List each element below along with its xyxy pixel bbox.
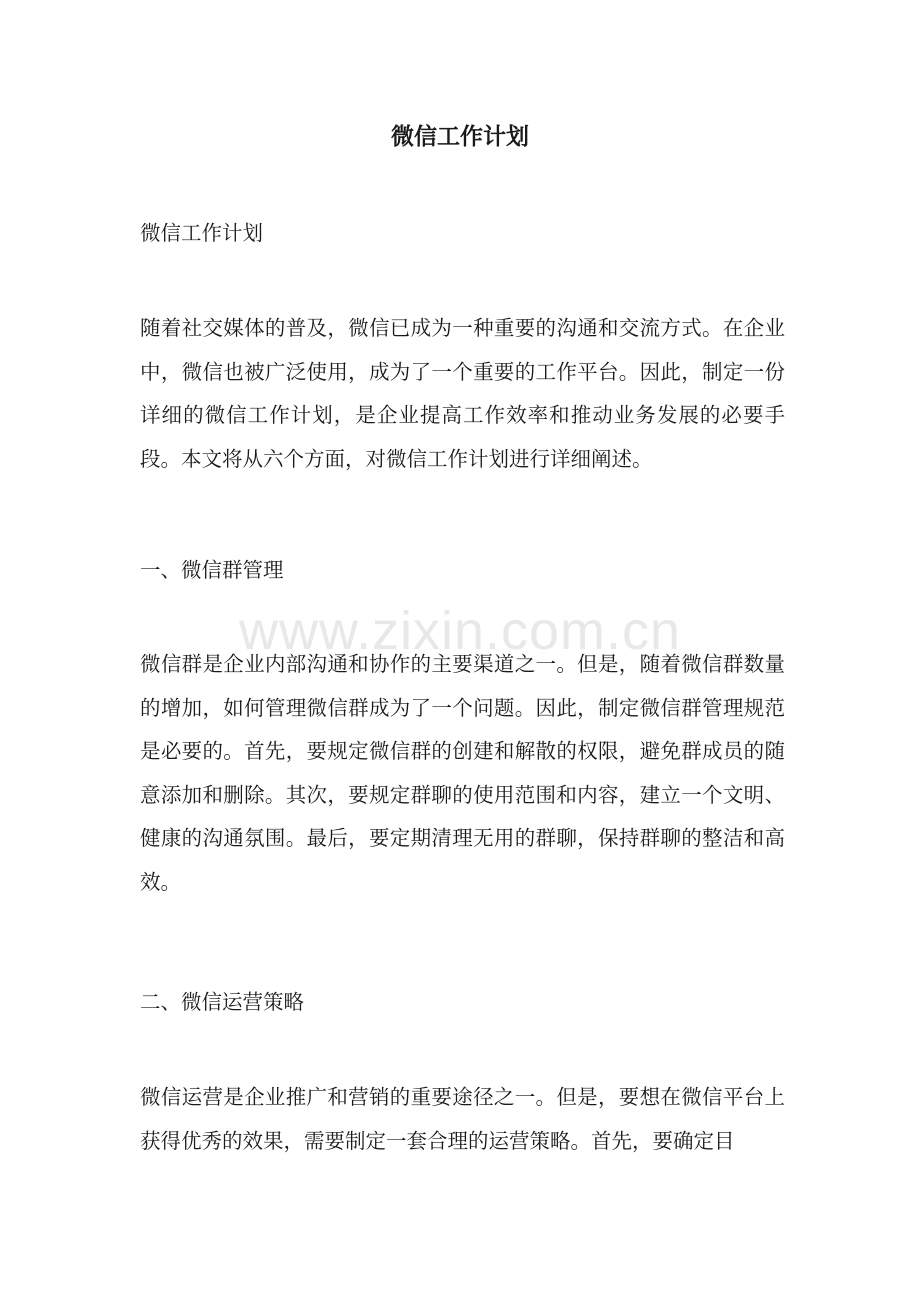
document-subtitle: 微信工作计划 [140,221,263,245]
section-heading-1: 一、微信群管理 [140,558,284,582]
document-title: 微信工作计划 [391,123,529,150]
section-body-2: 微信运营是企业推广和营销的重要途径之一。但是，要想在微信平台上获得优秀的效果，需要制定一套合理的运营策略。首先，要确定目 [140,1085,785,1153]
watermark: www.zixin.com.cn [238,601,682,661]
intro-paragraph: 随着社交媒体的普及，微信已成为一种重要的沟通和交流方式。在企业中，微信也被广泛使用，成为了一个重要的工作平台。因此，制定一份详细的微信工作计划，是企业提高工作效率和推动业务发展的必要手段。本文将从六个方面，对微信工作计划进行详细阐述。 [140,316,785,471]
section-heading-2: 二、微信运营策略 [140,990,304,1014]
section-body-1: 微信群是企业内部沟通和协作的主要渠道之一。但是，随着微信群数量的增加，如何管理微信群成为了一个问题。因此，制定微信群管理规范是必要的。首先，要规定微信群的创建和解散的权限，避免群成员的随意添加和删除。其次，要规定群聊的使用范围和内容，建立一个文明、健康的沟通氛围。最后，要定期清理无用的群聊，保持群聊的整洁和高效。 [140,652,785,894]
